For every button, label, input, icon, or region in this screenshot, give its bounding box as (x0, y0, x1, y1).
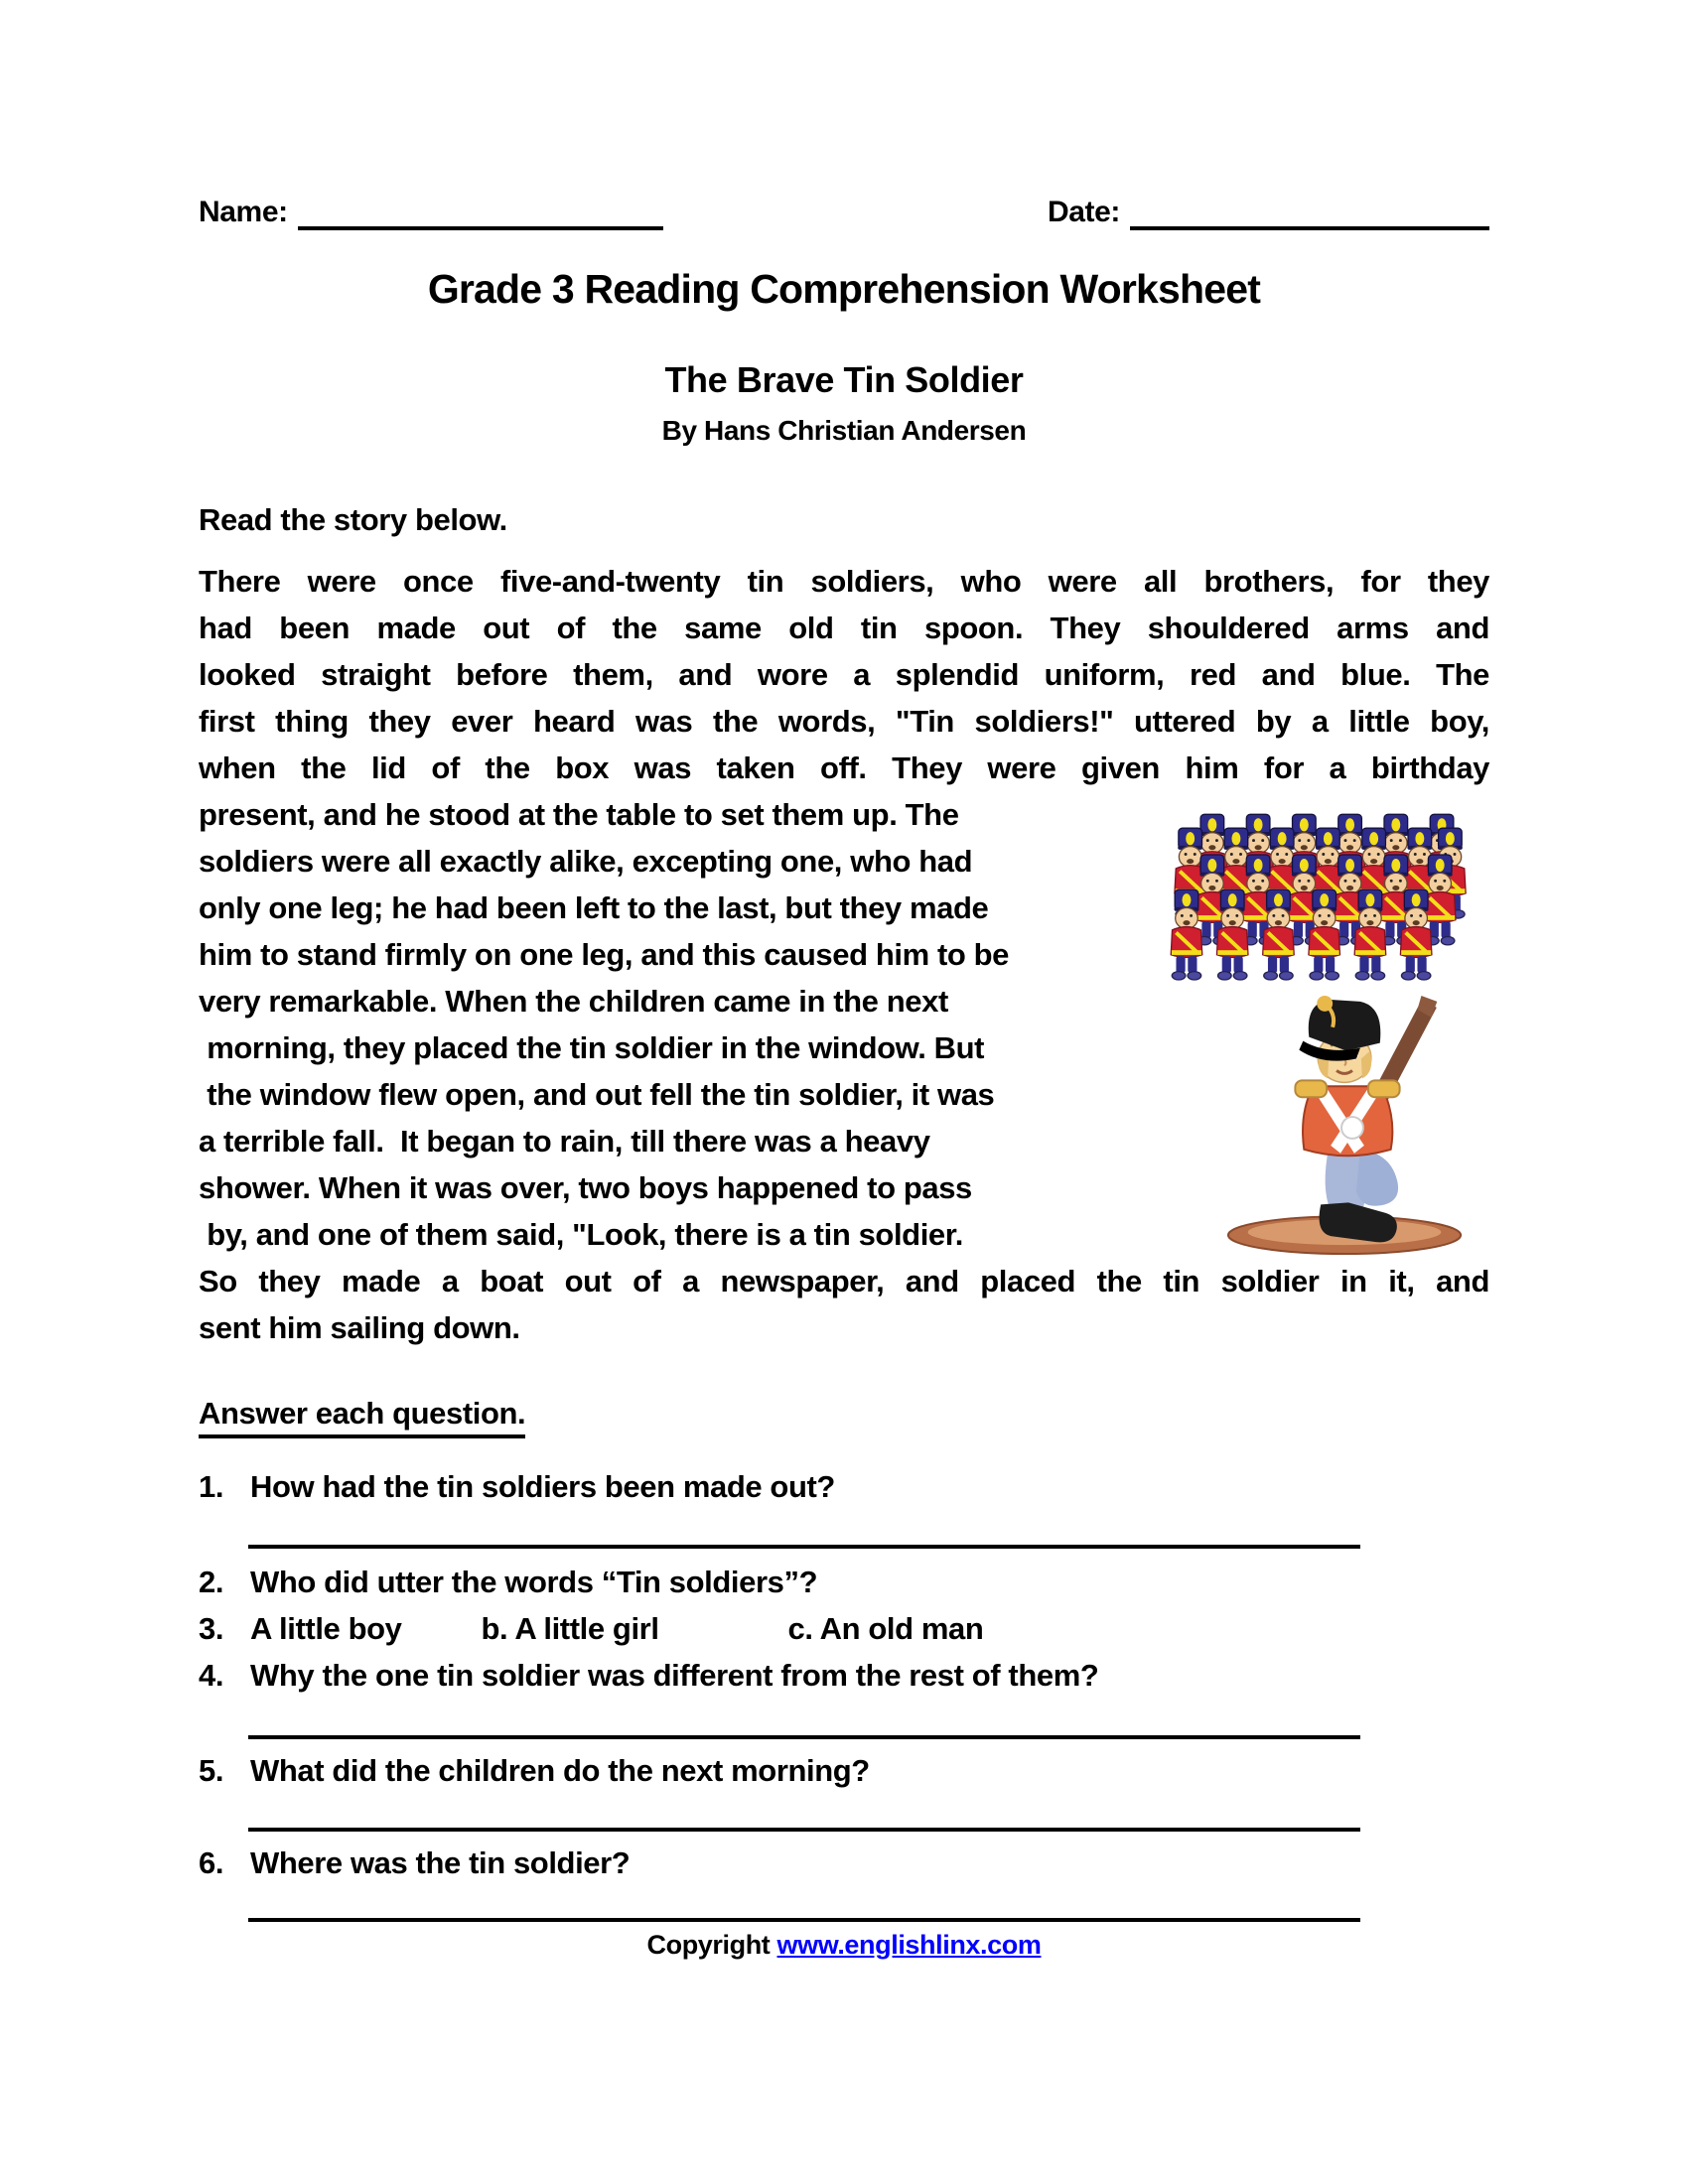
story-line: soldiers were all exactly alike, excepting one, who had (199, 844, 973, 879)
tin-soldiers-group-illustration-icon (1142, 813, 1489, 984)
story-illustrations (1112, 791, 1489, 1258)
question-text: Who did utter the words “Tin soldiers”? (250, 1565, 818, 1599)
story-line: very remarkable. When the children came in the next (199, 984, 948, 1019)
story-line: only one leg; he had been left to the last, but they made (199, 890, 989, 925)
name-label: Name: (199, 196, 288, 228)
story-line: had been made out of the same old tin spoon. They shouldered arms and (199, 611, 1489, 645)
answer-line (248, 1918, 1360, 1922)
tin-soldier-with-musket-illustration-icon (1203, 992, 1491, 1258)
question-number: 2. (199, 1565, 224, 1599)
worksheet-title: Grade 3 Reading Comprehension Worksheet (427, 266, 1261, 312)
question-number: 4. (199, 1658, 224, 1693)
story-wrap-text (199, 791, 1112, 1258)
englishlinx-link[interactable]: www.englishlinx.com (776, 1930, 1042, 1960)
question-6 (199, 1840, 1489, 1886)
question-text: How had the tin soldiers been made out? (250, 1469, 835, 1504)
date-label: Date: (1047, 196, 1120, 228)
question-text: Where was the tin soldier? (250, 1845, 631, 1880)
answer-heading: Answer each question. (199, 1396, 525, 1438)
copyright-label: Copyright (646, 1930, 777, 1960)
story-line: There were once five-and-twenty tin soldiers, who were all brothers, for they (199, 564, 1489, 599)
question-number: 6. (199, 1845, 224, 1880)
question-number: 5. (199, 1753, 224, 1788)
story-line: sent him sailing down. (199, 1310, 520, 1345)
answer-option-a: A little boy (250, 1611, 402, 1646)
story-wrap-section (199, 791, 1489, 1258)
story-author: By Hans Christian Andersen (661, 415, 1027, 446)
story-line: So they made a boat out of a newspaper, and placed the tin soldier in it, and (199, 1264, 1489, 1298)
story-line: by, and one of them said, "Look, there is a tin soldier. (199, 1217, 963, 1252)
story-title: The Brave Tin Soldier (664, 359, 1024, 400)
story-line: first thing they ever heard was the words, "Tin soldiers!" uttered by a little boy, (199, 704, 1489, 739)
story-line: him to stand firmly on one leg, and this caused him to be (199, 937, 1010, 972)
name-field (199, 195, 663, 230)
question-text: What did the children do the next morning? (250, 1753, 870, 1788)
footer (0, 1930, 1688, 1961)
story-line: the window flew open, and out fell the tin soldier, it was (199, 1077, 995, 1112)
question-2 (199, 1559, 1489, 1605)
answer-line (248, 1735, 1360, 1739)
question-number: 1. (199, 1469, 224, 1504)
story-text (199, 558, 1489, 1351)
date-blank-line (1130, 195, 1489, 230)
story-line: looked straight before them, and wore a splendid uniform, red and blue. The (199, 657, 1489, 692)
read-instruction: Read the story below. (199, 502, 507, 537)
story-line: when the lid of the box was taken off. They were given him for a birthday (199, 751, 1489, 785)
question-text: Why the one tin soldier was different from the rest of them? (250, 1658, 1099, 1693)
name-date-row (199, 195, 1489, 230)
name-blank-line (298, 195, 663, 230)
story-line: shower. When it was over, two boys happened to pass (199, 1170, 972, 1205)
question-5 (199, 1747, 1489, 1794)
answer-option-b: b. A little girl (481, 1611, 659, 1646)
questions-section (199, 1463, 1489, 1922)
story-line: a terrible fall. It began to rain, till there was a heavy (199, 1124, 930, 1159)
question-4 (199, 1652, 1489, 1699)
story-line: present, and he stood at the table to set them up. The (199, 797, 959, 832)
question-1 (199, 1463, 1489, 1510)
story-line: morning, they placed the tin soldier in the window. But (199, 1030, 985, 1065)
question-3 (199, 1605, 1489, 1652)
answer-line (248, 1828, 1360, 1832)
date-field (1048, 195, 1489, 230)
question-number: 3. (199, 1611, 224, 1646)
answer-option-c: c. An old man (787, 1611, 984, 1646)
answer-line (248, 1545, 1360, 1549)
